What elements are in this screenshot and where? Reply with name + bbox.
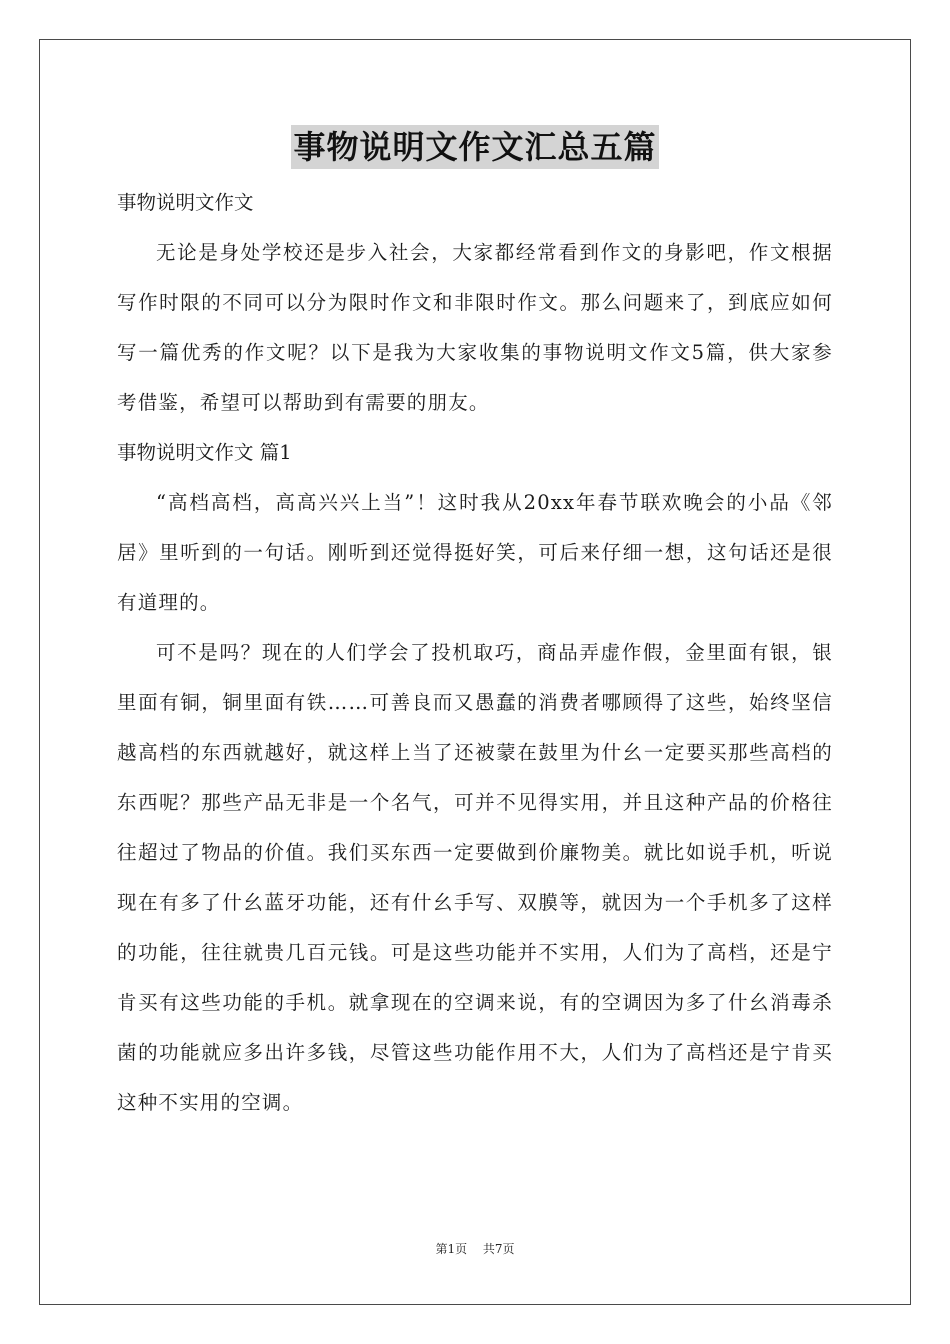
document-body [117,178,833,1128]
section-heading: 事物说明文作文 篇1 [117,441,292,464]
intro-paragraph: 无论是身处学校还是步入社会，大家都经常看到作文的身影吧，作文根据写作时限的不同可以分为限时作文和非限时作文。那么问题来了，到底应如何写一篇优秀的作文呢？以下是我为大家收集的事物说明文作文5篇，供大家参考借鉴，希望可以帮助到有需要的朋友。 [117,241,833,414]
page-total: 共7页 [482,1242,515,1256]
title-container [0,125,950,169]
body-paragraph: “高档高档，高高兴兴上当”！这时我从20xx年春节联欢晚会的小品《邻居》里听到的一句话。刚听到还觉得挺好笑，可后来仔细一想，这句话还是很有道理的。 [117,491,833,614]
page-footer [0,1240,950,1257]
body-paragraph: 可不是吗？现在的人们学会了投机取巧，商品弄虚作假，金里面有银，银里面有铜，铜里面有铁……可善良而又愚蠢的消费者哪顾得了这些，始终坚信越高档的东西就越好，就这样上当了还被蒙在鼓里为什幺一定要买那些高档的东西呢？那些产品无非是一个名气，可并不见得实用，并且这种产品的价格往往超过了物品的价值。我们买东西一定要做到价廉物美。就比如说手机，听说现在有多了什幺蓝牙功能，还有什幺手写、双膜等，就因为一个手机多了这样的功能，往往就贵几百元钱。可是这些功能并不实用，人们为了高档，还是宁肯买有这些功能的手机。就拿现在的空调来说，有的空调因为多了什幺消毒杀菌的功能就应多出许多钱，尽管这些功能作用不大，人们为了高档还是宁肯买这种不实用的空调。 [117,641,833,1114]
page-number: 第1页 [435,1242,468,1256]
document-title: 事物说明文作文汇总五篇 [291,125,658,169]
document-subtitle: 事物说明文作文 [117,191,254,214]
